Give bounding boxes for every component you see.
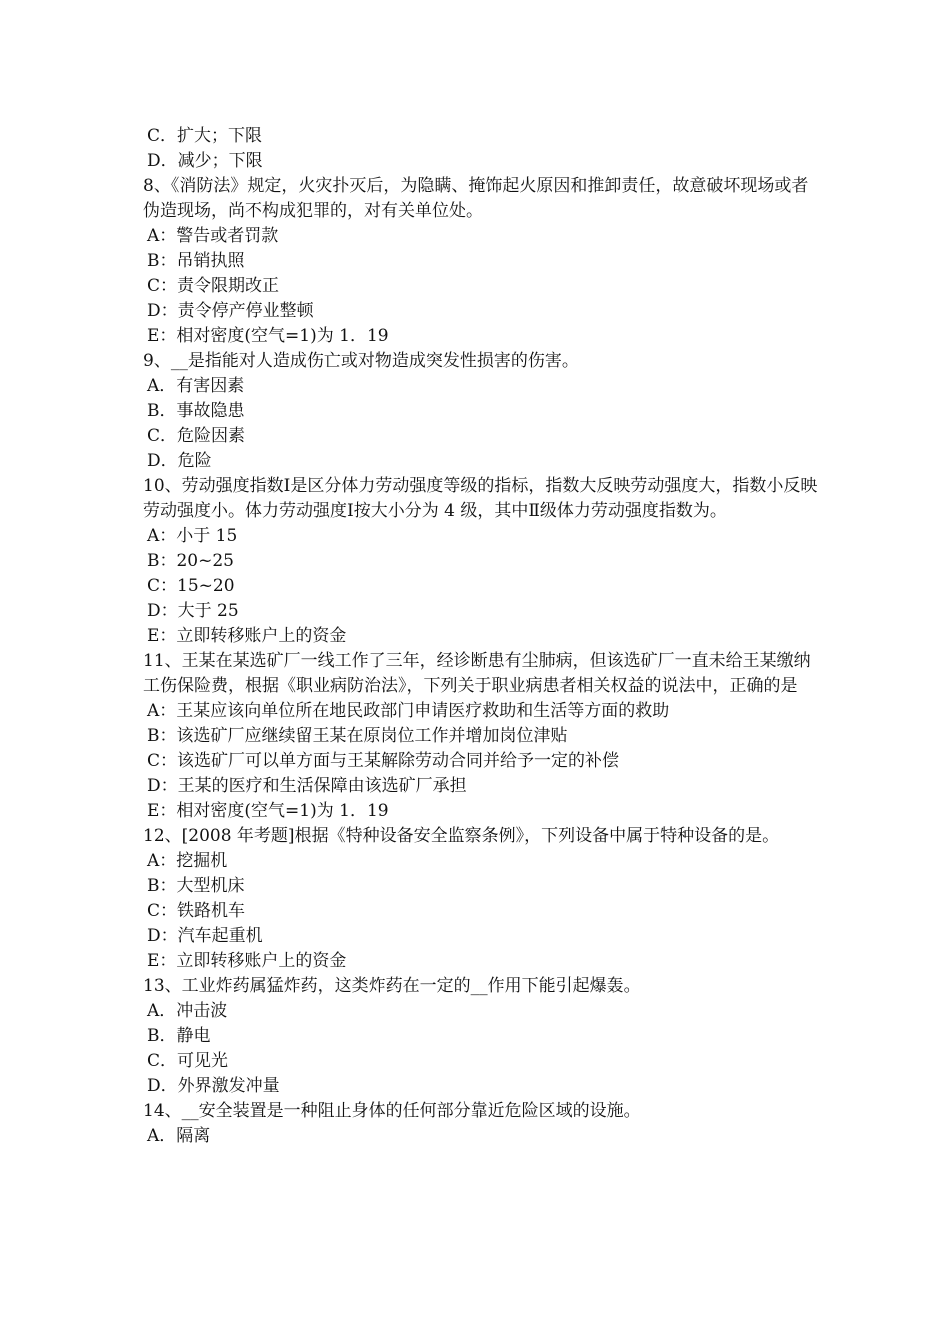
option-line: D：王某的医疗和生活保障由该选矿厂承担 — [147, 776, 467, 796]
option-line: B．静电 — [147, 1026, 211, 1046]
option-line: E：相对密度(空气=1)为 1．19 — [147, 801, 389, 821]
option-line: C：该选矿厂可以单方面与王某解除劳动合同并给予一定的补偿 — [147, 751, 620, 771]
option-line: D．危险 — [147, 451, 212, 471]
option-line: D：责令停产停业整顿 — [147, 301, 314, 321]
question-line: 9、__是指能对人造成伤亡或对物造成突发性损害的伤害。 — [143, 351, 579, 371]
question-line: 8、《消防法》规定，火灾扑灭后，为隐瞒、掩饰起火原因和推卸责任，故意破坏现场或者伪造现场，尚不构成犯罪的，对有关单位处。 — [143, 176, 809, 221]
option-line: D：大于 25 — [147, 601, 239, 621]
option-line: A：警告或者罚款 — [147, 226, 279, 246]
question-line: 10、劳动强度指数Ⅰ是区分体力劳动强度等级的指标，指数大反映劳动强度大，指数小反映劳动强度小。体力劳动强度Ⅰ按大小分为 4 级，其中Ⅱ级体力劳动强度指数为。 — [143, 476, 818, 521]
option-line: C：铁路机车 — [147, 901, 246, 921]
option-line: C：15~20 — [147, 576, 235, 596]
option-line: D：汽车起重机 — [147, 926, 263, 946]
option-line: D．减少；下限 — [147, 151, 263, 171]
option-line: B：20~25 — [147, 551, 235, 571]
exam-text-body — [143, 124, 823, 1149]
question-line: 12、[2008 年考题]根据《特种设备安全监察条例》，下列设备中属于特种设备的是。 — [143, 826, 780, 846]
question-line: 13、工业炸药属猛炸药，这类炸药在一定的__作用下能引起爆轰。 — [143, 976, 641, 996]
option-line: D．外界激发冲量 — [147, 1076, 280, 1096]
option-line: B．事故隐患 — [147, 401, 245, 421]
option-line: C：责令限期改正 — [147, 276, 280, 296]
option-line: A．冲击波 — [147, 1001, 228, 1021]
option-line: C．扩大；下限 — [147, 126, 263, 146]
option-line: C．可见光 — [147, 1051, 229, 1071]
option-line: A．隔离 — [147, 1126, 211, 1146]
option-line: A．有害因素 — [147, 376, 245, 396]
option-line: E：立即转移账户上的资金 — [147, 951, 347, 971]
option-line: B：该选矿厂应继续留王某在原岗位工作并增加岗位津贴 — [147, 726, 568, 746]
option-line: E：立即转移账户上的资金 — [147, 626, 347, 646]
option-line: B：大型机床 — [147, 876, 245, 896]
option-line: E：相对密度(空气=1)为 1．19 — [147, 326, 389, 346]
option-line: C．危险因素 — [147, 426, 246, 446]
option-line: B：吊销执照 — [147, 251, 245, 271]
question-line: 11、王某在某选矿厂一线工作了三年，经诊断患有尘肺病，但该选矿厂一直未给王某缴纳工伤保险费，根据《职业病防治法》，下列关于职业病患者相关权益的说法中，正确的是 — [143, 651, 811, 696]
option-line: A：小于 15 — [147, 526, 238, 546]
option-line: A：王某应该向单位所在地民政部门申请医疗救助和生活等方面的救助 — [147, 701, 670, 721]
option-line: A：挖掘机 — [147, 851, 228, 871]
question-line: 14、__安全装置是一种阻止身体的任何部分靠近危险区域的设施。 — [143, 1101, 641, 1121]
